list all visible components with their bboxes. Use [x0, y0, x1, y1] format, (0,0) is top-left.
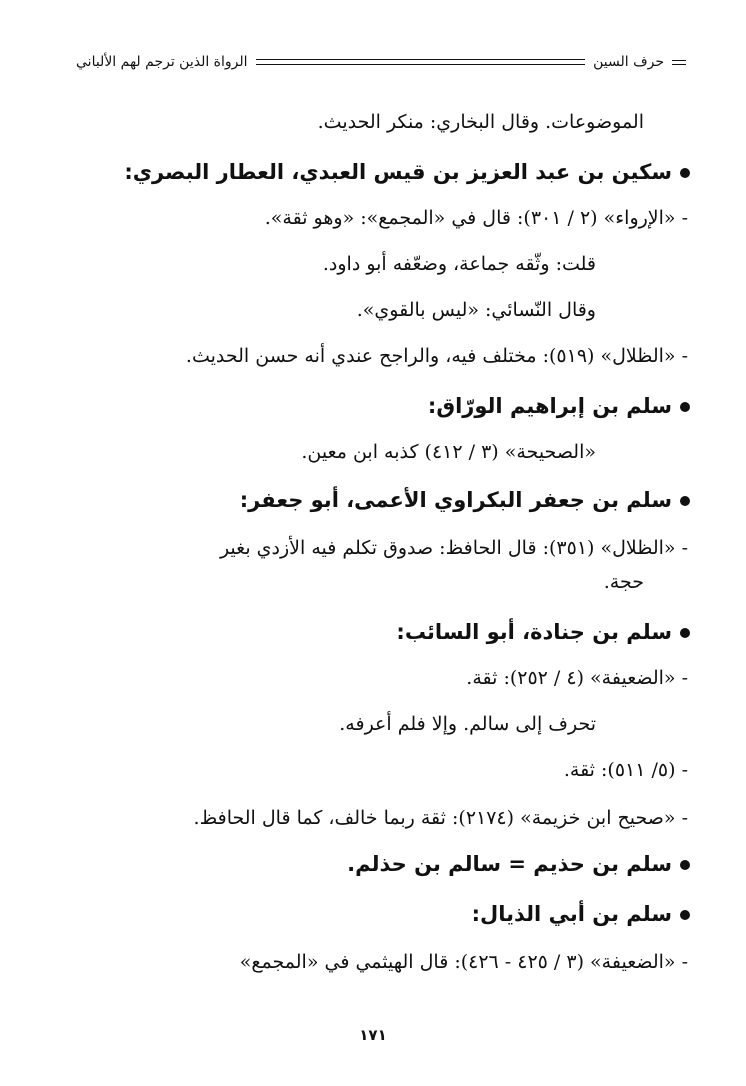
entry-title: سلم بن حذيم = سالم بن حذلم.	[347, 852, 672, 876]
text-line: - «الضعيفة» (٤ / ٢٥٢): ثقة.	[466, 667, 688, 689]
text-line: - «الظلال» (٥١٩): مختلف فيه، والراجح عندي أنه حسن الحديث.	[185, 345, 688, 367]
bullet-icon	[680, 910, 690, 920]
entry-title: سلم بن إبراهيم الورّاق:	[427, 394, 672, 418]
entry-heading	[72, 482, 690, 518]
bullet-icon	[680, 402, 690, 412]
text-line: «الصحيحة» (٣ / ٤١٢) كذبه ابن معين.	[301, 441, 596, 463]
text-line: - «الإرواء» (٢ / ٣٠١): قال في «المجمع»: «وهو ثقة».	[264, 207, 688, 229]
entry-title: سلم بن أبي الذيال:	[471, 902, 672, 926]
entry-heading	[72, 614, 690, 650]
running-header	[76, 50, 686, 74]
entry-title: سلم بن جعفر البكراوي الأعمى، أبو جعفر:	[239, 488, 672, 512]
bullet-icon	[680, 496, 690, 506]
entry-title: سلم بن جنادة، أبو السائب:	[396, 620, 672, 644]
page-number: ١٧١	[359, 1026, 387, 1044]
entry-heading	[72, 896, 690, 932]
header-book-title: الرواة الذين ترجم لهم الألباني	[76, 54, 248, 70]
entry-heading	[72, 846, 690, 882]
text-line: - «الضعيفة» (٣ / ٤٢٥ - ٤٢٦): قال الهيثمي في «المجمع»	[239, 951, 688, 973]
header-section: حرف السين	[593, 54, 664, 70]
entry-title: سكين بن عبد العزيز بن قيس العبدي، العطار البصري:	[124, 160, 672, 184]
text-line: - «الظلال» (٣٥١): قال الحافظ: صدوق تكلم فيه الأزدي بغير	[219, 537, 688, 559]
text-line: الموضوعات. وقال البخاري: منكر الحديث.	[317, 111, 644, 133]
text-line: قلت: وثّقه جماعة، وضعّفه أبو داود.	[322, 253, 596, 275]
entry-heading	[72, 388, 690, 424]
header-rule	[256, 59, 586, 65]
text-line: حجة.	[603, 571, 644, 593]
text-line: - (٥/ ٥١١): ثقة.	[563, 759, 688, 781]
bullet-icon	[680, 168, 690, 178]
text-line: وقال النّسائي: «ليس بالقوي».	[356, 299, 596, 321]
text-line: تحرف إلى سالم. وإلا فلم أعرفه.	[339, 713, 596, 735]
header-dash	[672, 60, 686, 65]
entry-heading	[72, 154, 690, 190]
text-line: - «صحيح ابن خزيمة» (٢١٧٤): ثقة ربما خالف، كما قال الحافظ.	[193, 807, 688, 829]
bullet-icon	[680, 628, 690, 638]
bullet-icon	[680, 860, 690, 870]
